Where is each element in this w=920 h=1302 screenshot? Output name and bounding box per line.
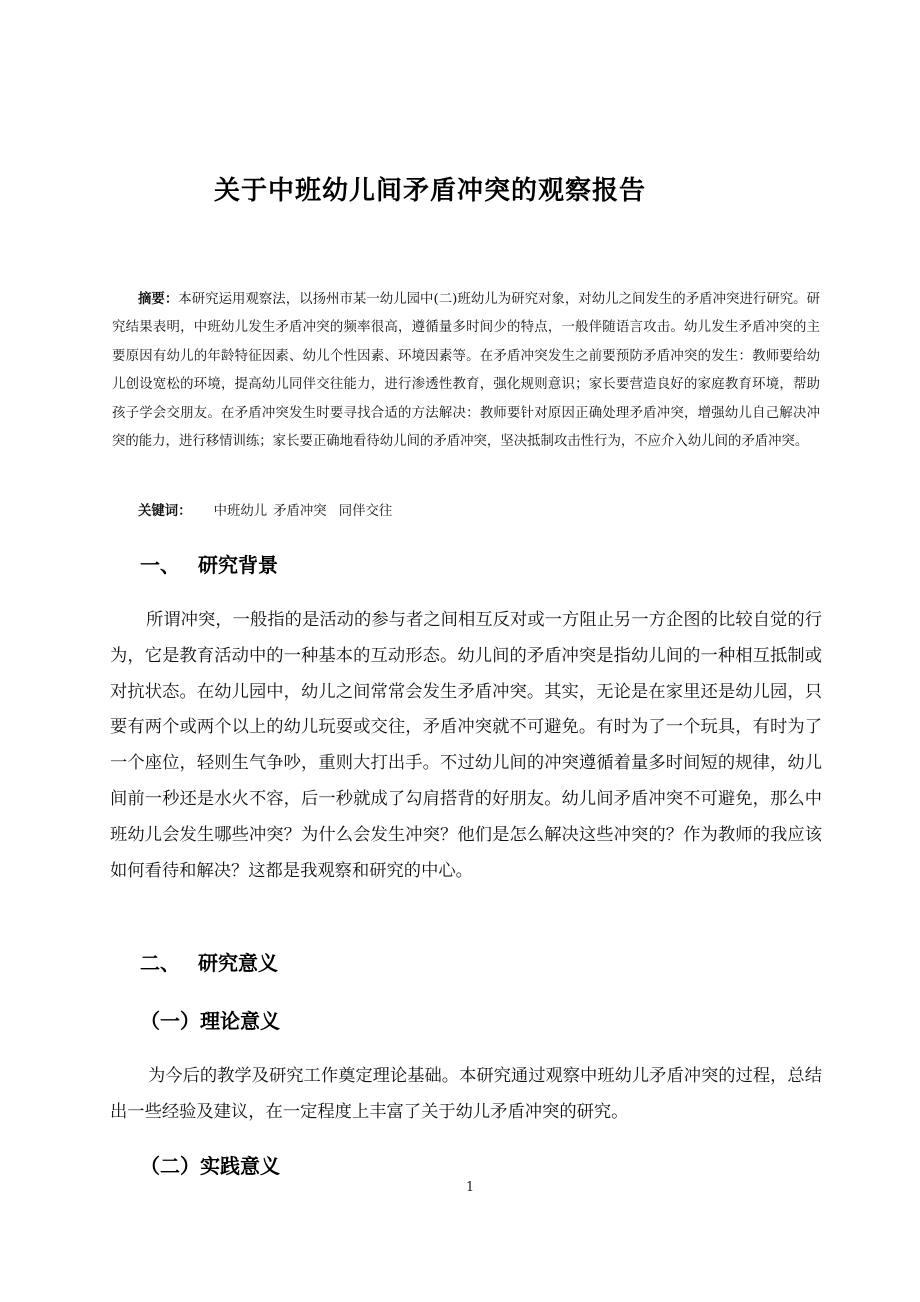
abstract-label: 摘要： bbox=[138, 292, 179, 307]
keyword: 矛盾冲突 bbox=[273, 504, 327, 519]
keyword: 中班幼儿 bbox=[213, 504, 268, 519]
subsection-heading: （一）理论意义 bbox=[140, 1009, 280, 1033]
keyword: 同伴交往 bbox=[338, 504, 393, 519]
section-paragraph: 所谓冲突，一般指的是活动的参与者之间相互反对或一方阻止另一方企图的比较自觉的行为，它是教育活动中的一种基本的互动形态。幼儿间的矛盾冲突是指幼儿间的一种相互抵制或对抗状态。在幼儿园中，幼儿之间常常会发生矛盾冲突。其实，无论是在家里还是幼儿园，只要有两个或两个以上的幼儿玩耍或交往，矛盾冲突就不可避免。有时为了一个玩具，有时为了一个座位，轻则生气争吵，重则大打出手。不过幼儿间的冲突遵循着量多时间短的规律，幼儿间前一秒还是水火不容，后一秒就成了勾肩搭背的好朋友。幼儿间矛盾冲突不可避免，那么中班幼儿会发生哪些冲突？为什么会发生冲突？他们是怎么解决这些冲突的？作为教师的我应该如何看待和解决？这都是我观察和研究的中心。 bbox=[110, 610, 822, 881]
section-number: 二、 bbox=[140, 951, 180, 975]
abstract-text: 本研究运用观察法，以扬州市某一幼儿园中(二)班幼儿为研究对象，对幼儿之间发生的矛盾冲突进行研究。研究结果表明，中班幼儿发生矛盾冲突的频率很高，遵循量多时间少的特点，一般伴随语言攻击。幼儿发生矛盾冲突的主要原因有幼儿的年龄特征因素、幼儿个性因素、环境因素等。在矛盾冲突发生之前要预防矛盾冲突的发生：教师要给幼儿创设宽松的环境，提高幼儿同伴交往能力，进行渗透性教育，强化规则意识；家长要营造良好的家庭教育环境，帮助孩子学会交朋友。在矛盾冲突发生时要寻找合适的方法解决：教师要针对原因正确处理矛盾冲突，增强幼儿自己解决冲突的能力，进行移情训练；家长要正确地看待幼儿间的矛盾冲突，坚决抵制攻击性行为，不应介入幼儿间的矛盾冲突。 bbox=[112, 292, 820, 450]
section-heading bbox=[140, 550, 278, 580]
subsection-paragraph: 为今后的教学及研究工作奠定理论基础。本研究通过观察中班幼儿矛盾冲突的过程，总结出一些经验及建议，在一定程度上丰富了关于幼儿矛盾冲突的研究。 bbox=[110, 1066, 822, 1122]
section-number: 一、 bbox=[140, 553, 180, 577]
section-title: 研究意义 bbox=[198, 951, 278, 975]
keywords bbox=[138, 500, 818, 524]
subsection-heading: （二）实践意义 bbox=[140, 1154, 280, 1178]
abstract bbox=[112, 286, 820, 456]
document-title: 关于中班幼儿间矛盾冲突的观察报告 bbox=[213, 176, 646, 206]
section-heading bbox=[140, 948, 278, 978]
page-number: 1 bbox=[465, 1180, 475, 1195]
keywords-label: 关键词： bbox=[138, 504, 192, 519]
section-title: 研究背景 bbox=[198, 553, 278, 577]
